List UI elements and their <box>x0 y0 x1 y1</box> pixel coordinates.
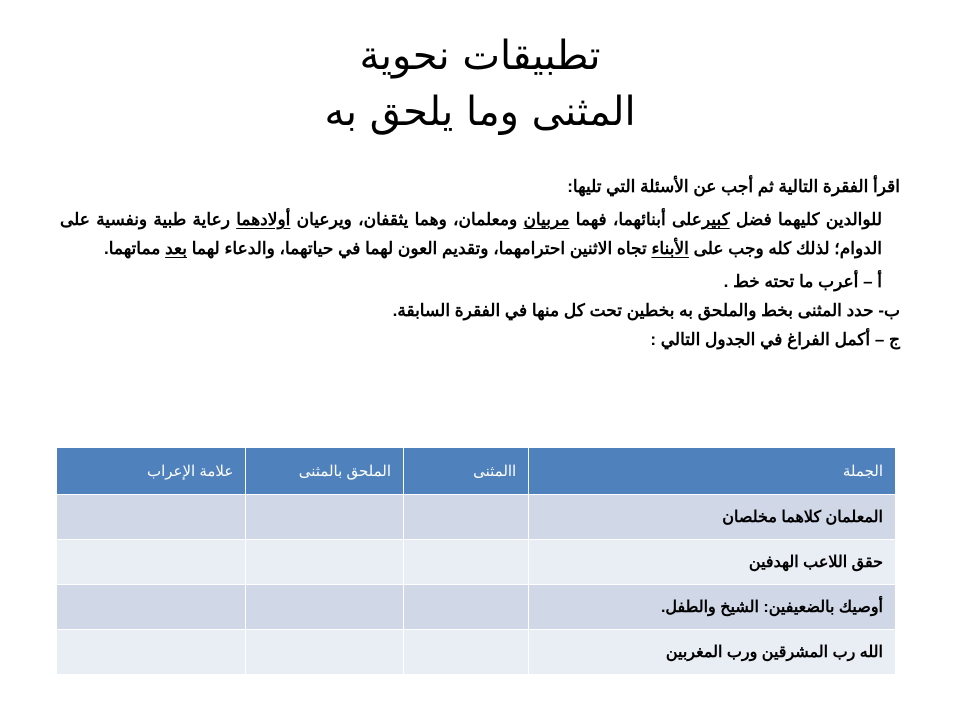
cell-sentence: الله رب المشرقين ورب المغربين <box>529 630 896 675</box>
cell-sign[interactable] <box>57 585 246 630</box>
paragraph-part: تجاه الاثنين احترامهما، وتقديم العون لهما في حياتهما، والدعاء لهما <box>186 239 652 258</box>
question-a: أ – أعرب ما تحته خط . <box>723 272 882 291</box>
cell-sentence: المعلمان كلاهما مخلصان <box>529 495 896 540</box>
cell-dual[interactable] <box>404 495 529 540</box>
title-line-1: تطبيقات نحوية <box>359 33 601 79</box>
answer-table <box>56 447 896 675</box>
underlined-word: أولادهما <box>236 210 291 229</box>
header-dual: االمثنى <box>404 448 529 495</box>
underlined-word: الأبناء <box>651 239 689 258</box>
header-sentence: الجملة <box>529 448 896 495</box>
paragraph-part: على أبنائهما، فهما <box>569 210 702 229</box>
title-line-2: المثنى وما يلحق به <box>324 89 636 135</box>
cell-dual[interactable] <box>404 585 529 630</box>
underlined-word: بعد <box>165 239 187 258</box>
cell-dual[interactable] <box>404 540 529 585</box>
cell-sentence: حقق اللاعب الهدفين <box>529 540 896 585</box>
cell-attached[interactable] <box>246 630 404 675</box>
underlined-word: مربيان <box>523 210 570 229</box>
underlined-word: كبير <box>701 210 730 229</box>
table-row <box>57 540 896 585</box>
table-row <box>57 630 896 675</box>
cell-attached[interactable] <box>246 585 404 630</box>
cell-dual[interactable] <box>404 630 529 675</box>
exercise-text <box>60 172 900 354</box>
header-attached: الملحق بالمثنى <box>246 448 404 495</box>
header-sign: علامة الإعراب <box>57 448 246 495</box>
paragraph-part: للوالدين كليهما فضل <box>729 210 882 229</box>
cell-sign[interactable] <box>57 630 246 675</box>
paragraph-part: ومعلمان، وهما يثقفان، ويرعيان <box>290 210 524 229</box>
cell-sign[interactable] <box>57 495 246 540</box>
paragraph-part: مماتهما. <box>103 239 166 258</box>
table-row <box>57 495 896 540</box>
paragraph-part: رعاية طبية ونفسية على الدوام؛ لذلك كله وجب على <box>60 210 882 258</box>
cell-sign[interactable] <box>57 540 246 585</box>
question-b: ب- حدد المثنى بخط والملحق به بخطين تحت كل منها في الفقرة السابقة. <box>392 301 900 320</box>
table-header-row <box>57 448 896 495</box>
cell-attached[interactable] <box>246 540 404 585</box>
cell-sentence: أوصيك بالضعيفين: الشيخ والطفل. <box>529 585 896 630</box>
instruction: اقرأ الفقرة التالية ثم أجب عن الأسئلة التي تليها: <box>567 177 900 196</box>
paragraph <box>60 205 900 263</box>
slide-title <box>0 28 960 140</box>
cell-attached[interactable] <box>246 495 404 540</box>
question-c: ج – أكمل الفراغ في الجدول التالي : <box>650 330 900 349</box>
table-row <box>57 585 896 630</box>
